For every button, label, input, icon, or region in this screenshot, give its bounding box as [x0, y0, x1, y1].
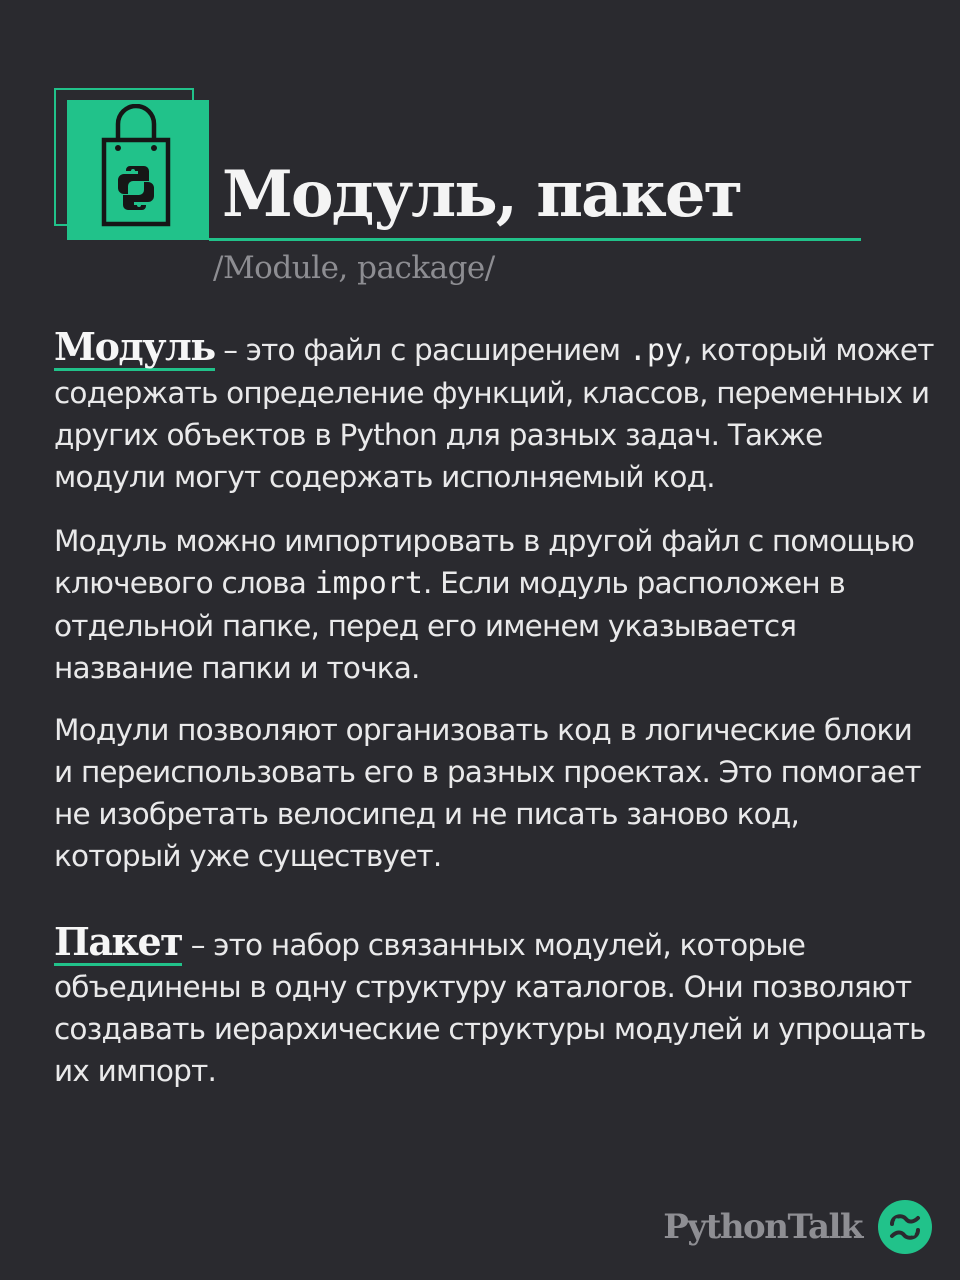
paragraph-text: Модули позволяют организовать код в логические блоки и переиспользовать его в разных проектах. Это помогает не изобретать велосипед и не писать заново код, который уже существует.: [54, 713, 921, 873]
paragraph-text: – это файл с расширением: [214, 333, 629, 367]
code-import: import: [314, 566, 423, 601]
paragraph-module-definition: [54, 326, 934, 498]
header: [0, 0, 960, 300]
paragraph-text: Модуль можно импортировать в другой файл с помощью ключевого слова: [54, 524, 914, 600]
paragraph-text: – это набор связанных модулей, которые объединены в одну структуру каталогов. Они позволяют создавать иерархические структуры модулей и упрощать их импорт.: [54, 928, 926, 1088]
term-package: Пакет: [54, 919, 183, 964]
python-shopping-bag-icon: [96, 104, 176, 230]
title-underline: [209, 238, 861, 241]
term-module: Модуль: [54, 324, 215, 369]
code-py: .py: [628, 333, 683, 368]
page-subtitle: /Module, package/: [213, 250, 495, 286]
page-title: Модуль, пакет: [222, 157, 742, 232]
content: [54, 326, 934, 1092]
paragraph-package-definition: [54, 921, 934, 1092]
paragraph-text: . Если модуль расположен в отдельной папке, перед его именем указывается название папки и точка.: [54, 566, 846, 685]
paragraph-module-import: [54, 520, 934, 689]
paragraph-text: , который может содержать определение функций, классов, переменных и других объектов в Python для разных задач. Также модули могут содержать исполняемый код.: [54, 333, 934, 494]
pythontalk-logo-icon: [878, 1200, 932, 1254]
paragraph-module-benefits: [54, 709, 934, 877]
footer: [663, 1200, 932, 1254]
brand-name: PythonTalk: [663, 1207, 862, 1247]
